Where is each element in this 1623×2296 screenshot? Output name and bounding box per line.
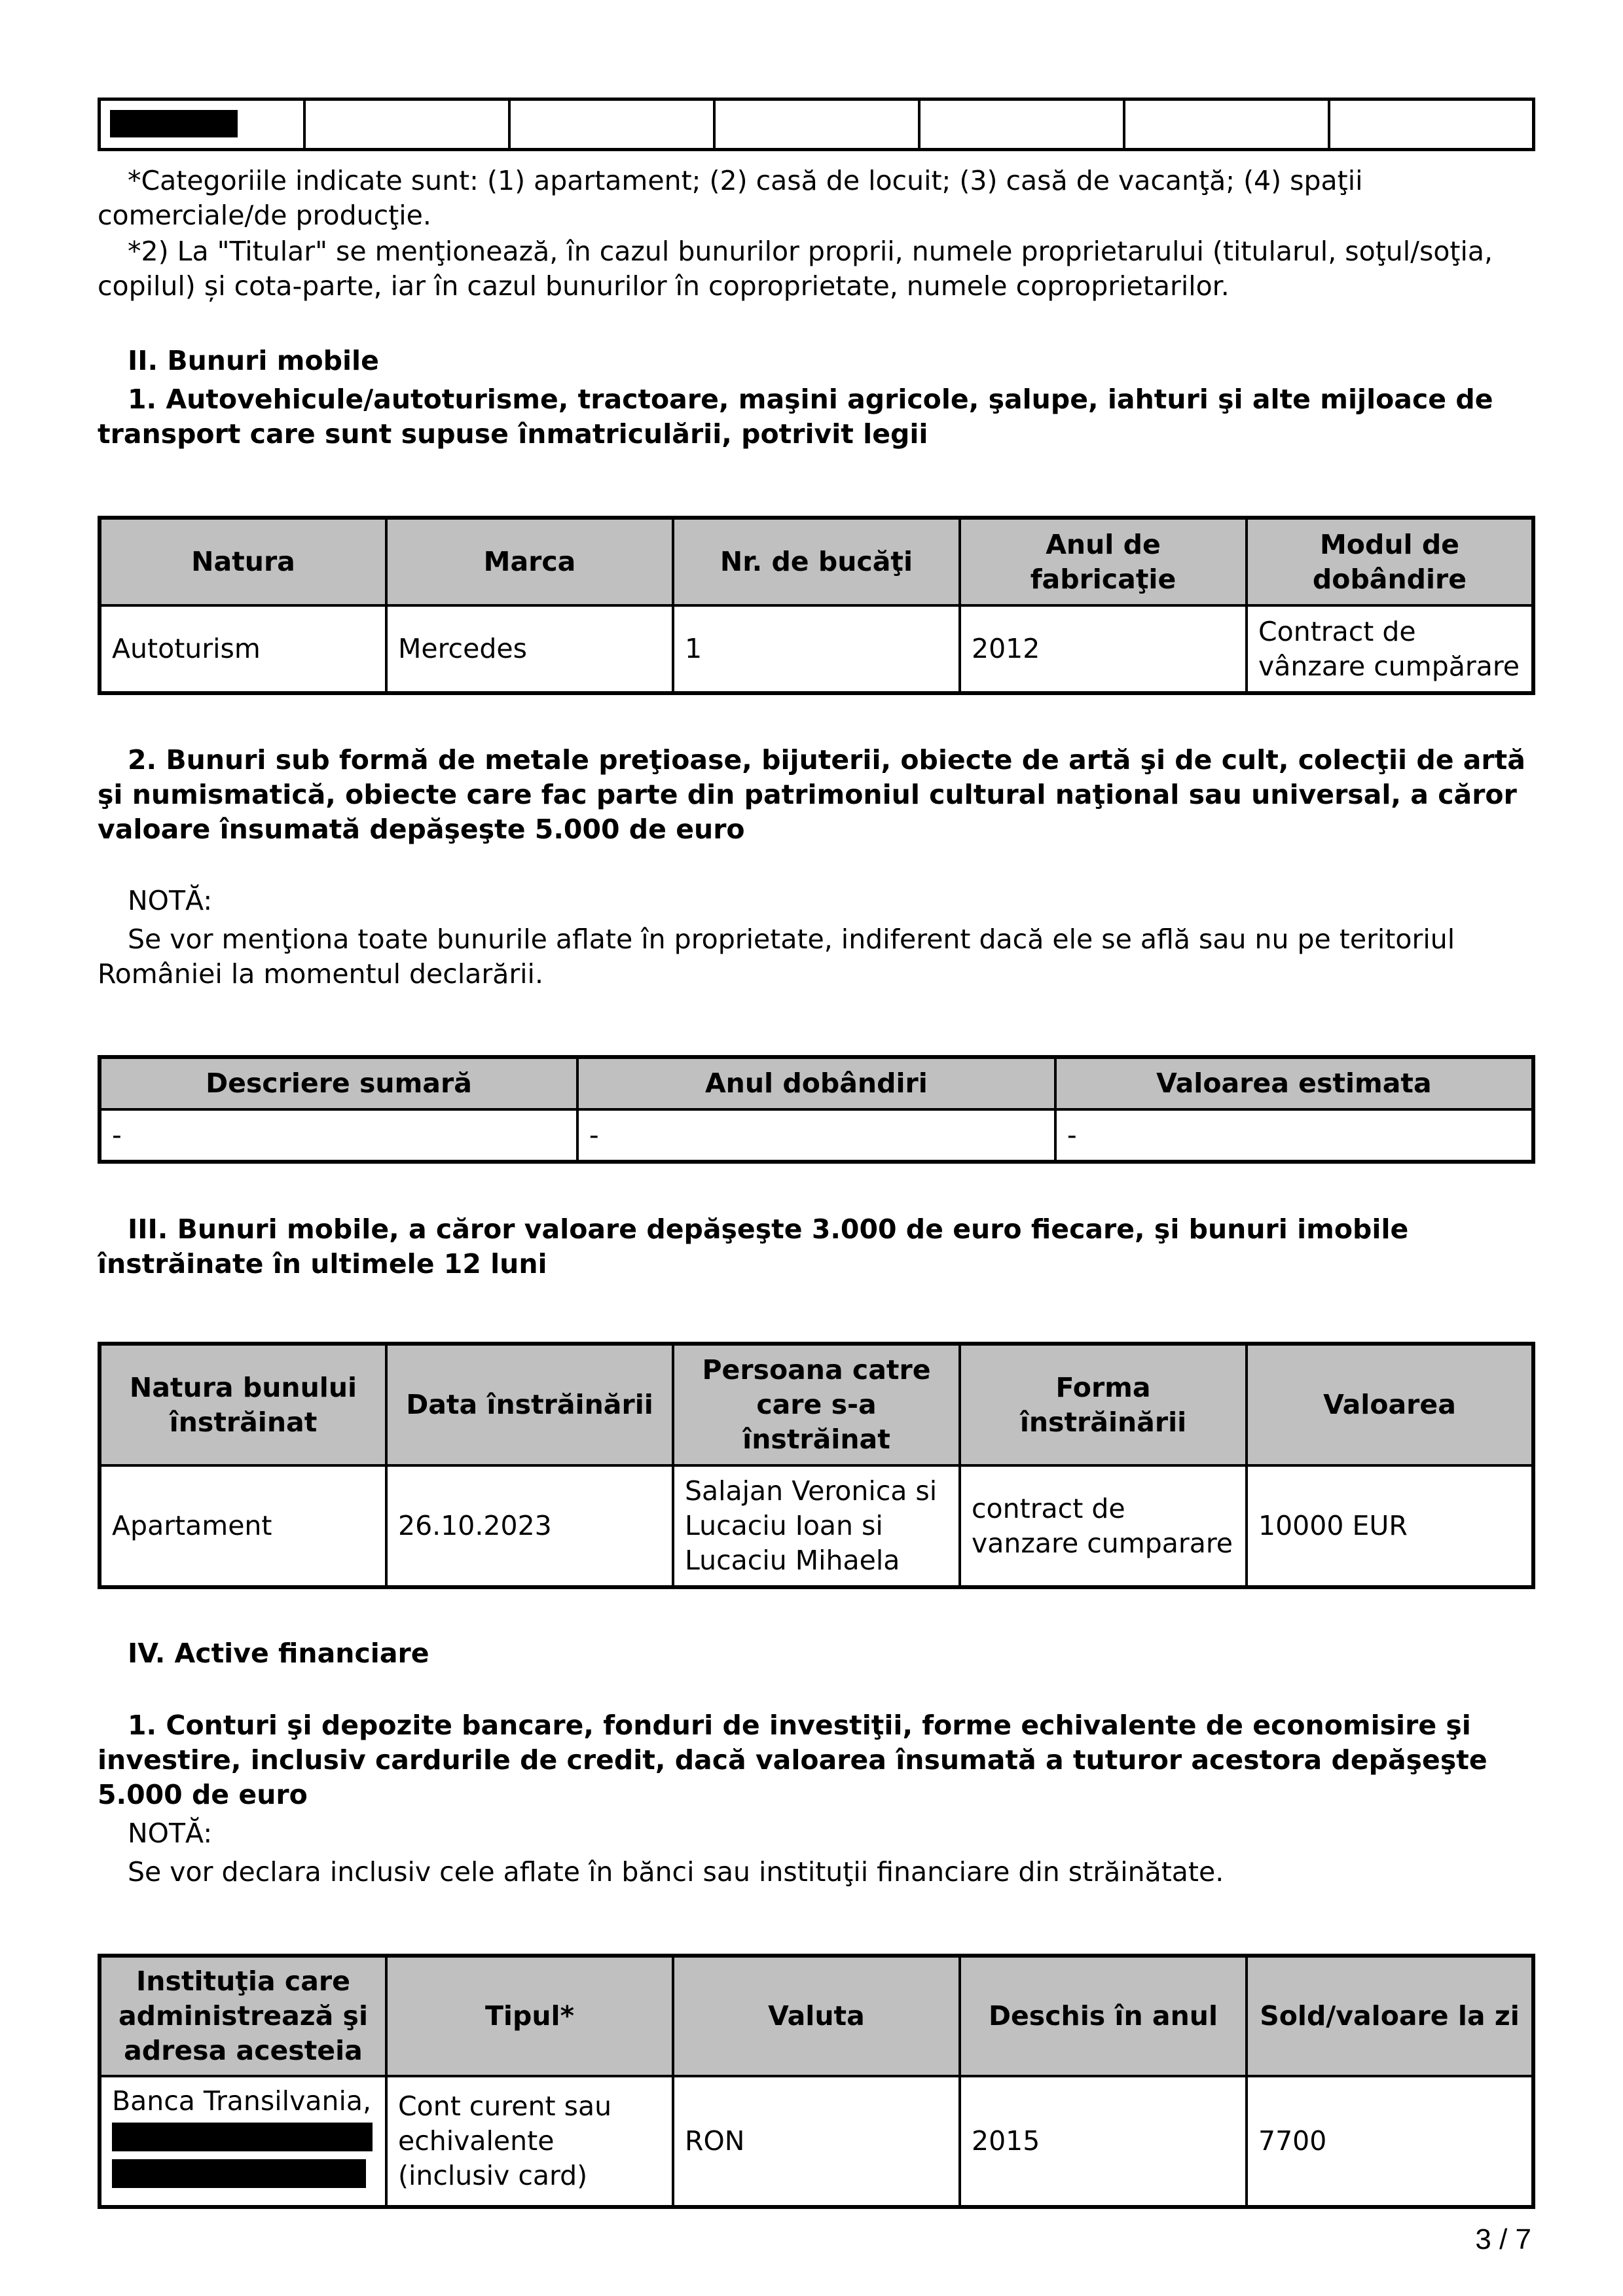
section-iv-subtitle-1: 1. Conturi şi depozite bancare, fonduri de investiţii, forme echivalente de economisire şi investire, inclusiv cardurile de credit, dacă valoarea însumată a tuturor acestora depăşeşte 5.000 de euro: [98, 1710, 1487, 1810]
table-cell: RON: [673, 2076, 960, 2207]
nota-text: Se vor declara inclusiv cele aflate în bănci sau instituţii financiare din străinătate.: [128, 1856, 1224, 1888]
section-iv-title: IV. Active financiare: [128, 1638, 429, 1669]
column-header: Marca: [386, 518, 673, 605]
column-header: Sold/valoare la zi: [1247, 1956, 1533, 2076]
alienated-assets-table: [98, 1342, 1535, 1589]
redacted-block: [112, 2123, 373, 2151]
column-header: Valuta: [673, 1956, 960, 2076]
table-row: [100, 1465, 1533, 1587]
redacted-block: [110, 110, 238, 137]
table-row: [100, 605, 1533, 693]
table-cell: [714, 99, 919, 150]
table-cell: [100, 99, 304, 150]
table-row: [100, 99, 1534, 150]
bank-name: Banca Transilvania,: [112, 2085, 371, 2117]
table-row: [100, 1109, 1533, 1162]
table-cell: contract de vanzare cumparare: [960, 1465, 1247, 1587]
table-cell: -: [100, 1109, 577, 1162]
table-cell: [100, 2076, 386, 2207]
redacted-block: [112, 2159, 366, 2188]
table-cell: 7700: [1247, 2076, 1533, 2207]
column-header: Nr. de bucăţi: [673, 518, 960, 605]
column-header: Data înstrăinării: [386, 1344, 673, 1465]
table-header-row: [100, 1057, 1533, 1109]
column-header: Modul de dobândire: [1247, 518, 1533, 605]
footnote-categories: *Categoriile indicate sunt: (1) apartament; (2) casă de locuit; (3) casă de vacanţă; (4) spaţii comerciale/de producţie.: [98, 165, 1363, 231]
table-cell: 1: [673, 605, 960, 693]
continued-table: [98, 98, 1535, 151]
valuables-table: [98, 1055, 1535, 1164]
table-cell: Autoturism: [100, 605, 386, 693]
table-cell: Mercedes: [386, 605, 673, 693]
column-header: Tipul*: [386, 1956, 673, 2076]
column-header: Natura: [100, 518, 386, 605]
nota-text: Se vor menţiona toate bunurile aflate în proprietate, indiferent dacă ele se află sau nu pe teritoriul României la momentul declarării.: [98, 924, 1455, 990]
footnote-titular: *2) La "Titular" se menţionează, în cazul bunurilor proprii, numele proprietarului (titularul, soţul/soţia, copilul) și cota-parte, iar în cazul bunurilor în coproprietate, numele coproprietarilor.: [98, 236, 1493, 302]
column-header: Forma înstrăinării: [960, 1344, 1247, 1465]
vehicles-table: [98, 516, 1535, 695]
table-cell: -: [1055, 1109, 1533, 1162]
table-cell: 26.10.2023: [386, 1465, 673, 1587]
column-header: Valoarea: [1247, 1344, 1533, 1465]
table-cell: [919, 99, 1124, 150]
bank-accounts-table: [98, 1954, 1535, 2209]
table-header-row: [100, 1344, 1533, 1465]
nota-label: NOTĂ:: [128, 1818, 213, 1849]
table-header-row: [100, 1956, 1533, 2076]
table-header-row: [100, 518, 1533, 605]
section-ii-subtitle-2: 2. Bunuri sub formă de metale preţioase, bijuterii, obiecte de artă şi de cult, colecţii de artă şi numismatică, obiecte care fac parte din patrimoniul cultural naţional sau universal, a căror valoare însumată depăşeşte 5.000 de euro: [98, 744, 1525, 845]
table-cell: 2015: [960, 2076, 1247, 2207]
column-header: Natura bunului înstrăinat: [100, 1344, 386, 1465]
table-cell: -: [577, 1109, 1055, 1162]
table-cell: Salajan Veronica si Lucaciu Ioan si Lucaciu Mihaela: [673, 1465, 960, 1587]
column-header: Persoana catre care s-a înstrăinat: [673, 1344, 960, 1465]
nota-label: NOTĂ:: [128, 885, 213, 916]
section-ii-subtitle-1: 1. Autovehicule/autoturisme, tractoare, maşini agricole, şalupe, iahturi şi alte mijloace de transport care sunt supuse înmatriculării, potrivit legii: [98, 384, 1493, 450]
table-cell: 2012: [960, 605, 1247, 693]
column-header: Valoarea estimata: [1055, 1057, 1533, 1109]
table-cell: [1329, 99, 1534, 150]
section-ii-title: II. Bunuri mobile: [128, 345, 379, 376]
column-header: Anul de fabricaţie: [960, 518, 1247, 605]
column-header: Instituţia care administrează şi adresa acesteia: [100, 1956, 386, 2076]
table-cell: 10000 EUR: [1247, 1465, 1533, 1587]
section-iii-title: III. Bunuri mobile, a căror valoare depăşeşte 3.000 de euro fiecare, şi bunuri imobile înstrăinate în ultimele 12 luni: [98, 1213, 1409, 1280]
table-cell: [509, 99, 714, 150]
column-header: Descriere sumară: [100, 1057, 577, 1109]
table-cell: Apartament: [100, 1465, 386, 1587]
table-cell: Contract de vânzare cumpărare: [1247, 605, 1533, 693]
page-number: 3 / 7: [1475, 2223, 1531, 2255]
table-cell: [304, 99, 509, 150]
column-header: Anul dobândiri: [577, 1057, 1055, 1109]
table-cell: Cont curent sau echivalente (inclusiv card): [386, 2076, 673, 2207]
table-cell: [1124, 99, 1329, 150]
column-header: Deschis în anul: [960, 1956, 1247, 2076]
table-row: [100, 2076, 1533, 2207]
